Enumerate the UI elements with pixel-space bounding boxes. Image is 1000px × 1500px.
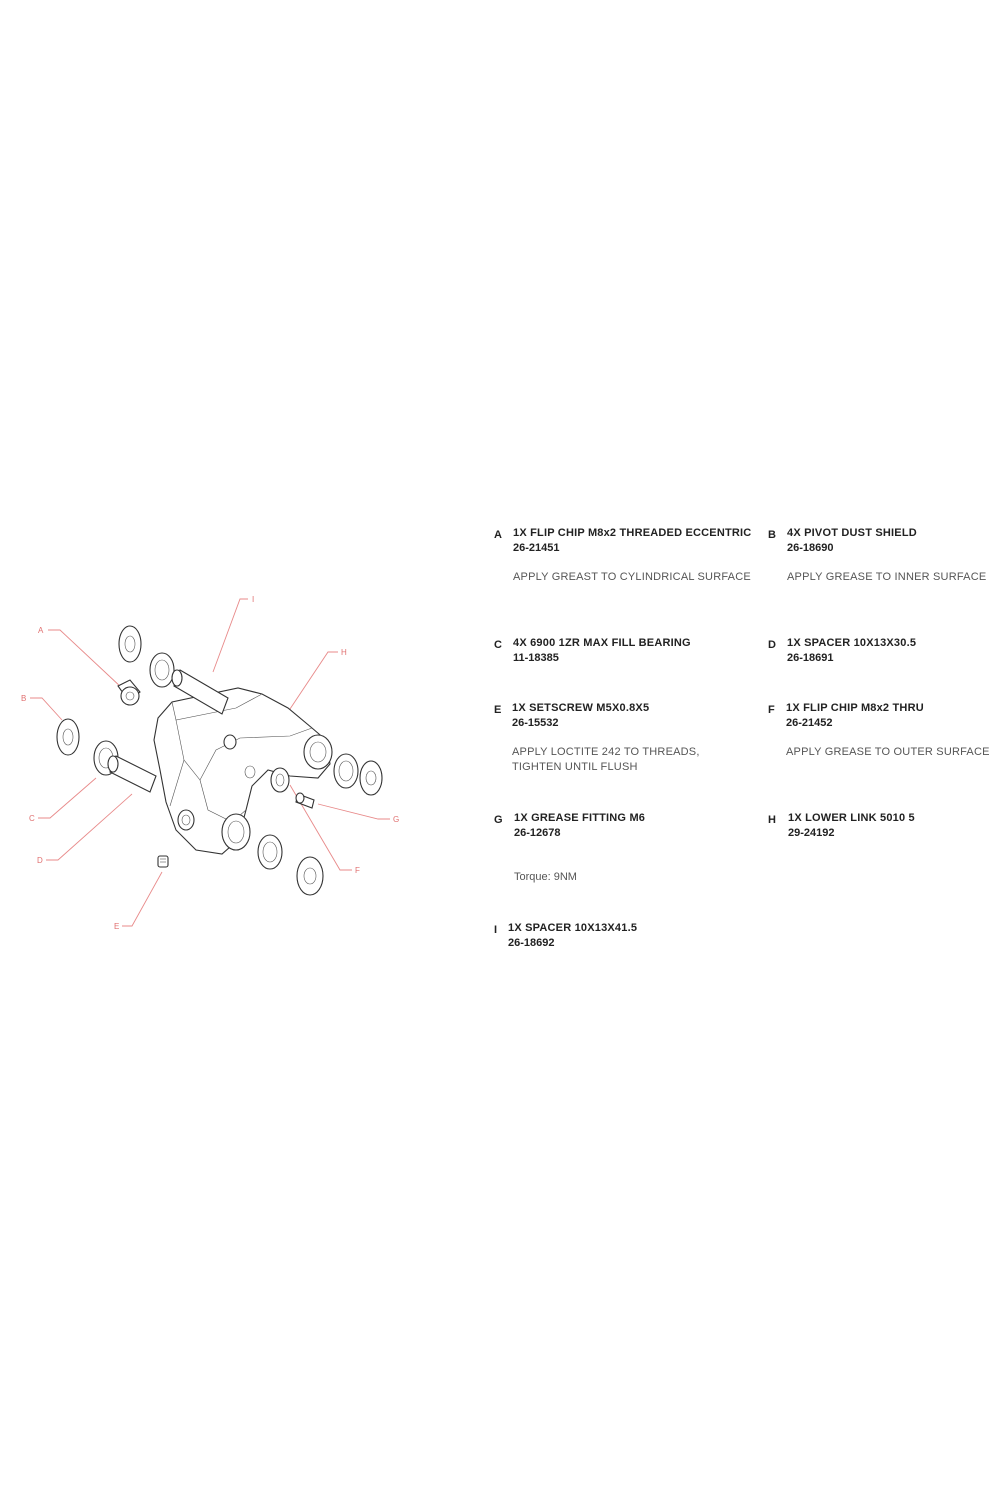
- part-note: Torque: 9NM: [514, 871, 577, 883]
- part-title: 4X PIVOT DUST SHIELD: [787, 527, 917, 539]
- part-number: 26-15532: [512, 716, 559, 729]
- leader-e: [122, 872, 162, 926]
- part-number: 26-21452: [786, 716, 833, 729]
- callout-d: D: [37, 856, 43, 865]
- part-note: APPLY GREASE TO INNER SURFACE: [787, 571, 987, 583]
- part-title: 4X 6900 1ZR MAX FILL BEARING: [513, 637, 691, 649]
- part-note: APPLY GREASE TO OUTER SURFACE: [786, 746, 990, 758]
- callout-g: G: [393, 815, 400, 824]
- part-letter: H: [768, 814, 776, 826]
- callout-i: I: [252, 595, 255, 604]
- part-title: 1X SPACER 10X13X30.5: [787, 637, 917, 649]
- leader-g: [318, 804, 390, 819]
- part-letter: I: [494, 924, 498, 936]
- part-letter: F: [768, 704, 775, 716]
- part-letter: D: [768, 639, 776, 651]
- part-letter: A: [494, 529, 502, 541]
- leader-b: [30, 698, 62, 720]
- part-title: 1X FLIP CHIP M8x2 THREADED ECCENTRIC: [513, 527, 752, 539]
- callout-h: H: [341, 648, 347, 657]
- part-title: 1X LOWER LINK 5010 5: [788, 812, 915, 824]
- callout-e: E: [114, 922, 120, 931]
- lower-link-drawing: [154, 688, 332, 854]
- part-number: 26-21451: [513, 541, 560, 554]
- part-letter: C: [494, 639, 502, 651]
- part-number: 26-12678: [514, 826, 561, 839]
- part-letter: G: [494, 814, 503, 826]
- part-title: 1X SPACER 10X13X41.5: [508, 922, 638, 934]
- part-number: 11-18385: [513, 651, 559, 664]
- part-number: 26-18692: [508, 936, 555, 949]
- part-number: 26-18691: [787, 651, 834, 664]
- callout-a: A: [38, 626, 44, 635]
- part-title: 1X FLIP CHIP M8x2 THRU: [786, 702, 924, 714]
- part-letter: E: [494, 704, 502, 716]
- part-note: APPLY LOCTITE 242 TO THREADS, TIGHTEN UNTIL FLUSH: [512, 746, 700, 773]
- part-number: 26-18690: [787, 541, 834, 554]
- exploded-assembly-diagram: [0, 580, 440, 960]
- leader-d: [46, 794, 132, 860]
- part-number: 29-24192: [788, 826, 835, 839]
- part-note: APPLY GREAST TO CYLINDRICAL SURFACE: [513, 571, 751, 583]
- leader-a: [48, 630, 122, 688]
- part-title: 1X SETSCREW M5X0.8X5: [512, 702, 650, 714]
- callout-b: B: [21, 694, 27, 703]
- leader-h: [288, 652, 338, 712]
- callout-f: F: [355, 866, 360, 875]
- part-title: 1X GREASE FITTING M6: [514, 812, 646, 824]
- leader-c: [38, 778, 96, 818]
- leader-i: [213, 599, 248, 672]
- callout-c: C: [29, 814, 35, 823]
- part-letter: B: [768, 529, 776, 541]
